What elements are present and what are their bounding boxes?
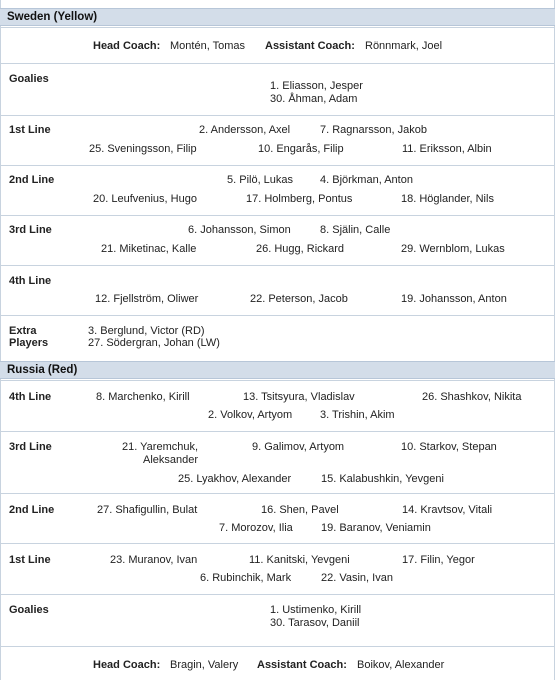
assistant-coach-name: Boikov, Alexander [357,659,445,671]
player-entry: 5. Pilö, Lukas [227,174,294,186]
player-entry: 18. Höglander, Nils [401,193,494,205]
sweden-line1-row [0,115,555,165]
row-label-line2: 2nd Line [9,174,55,186]
player-entry: 22. Vasin, Ivan [321,572,393,584]
player-entry: 29. Wernblom, Lukas [401,243,505,255]
player-entry: 2. Volkov, Artyom [208,409,293,421]
player-entry: 19. Johansson, Anton [401,293,507,305]
russia-line4-row [0,380,555,431]
sweden-line3-row [0,215,555,265]
row-label-goalies: Goalies [9,73,49,85]
player-entry: 7. Morozov, Ilia [219,522,293,534]
player-entry: 26. Hugg, Rickard [256,243,345,255]
row-label-line3: 3rd Line [9,224,52,236]
player-entry: 30. Tarasov, Daniil [270,617,360,629]
player-entry: 9. Galimov, Artyom [252,441,345,453]
player-entry: 25. Sveningsson, Filip [89,143,197,155]
player-entry: 15. Kalabushkin, Yevgeni [321,473,444,485]
player-entry: 21. Yaremchuk, [122,441,199,453]
player-entry: 20. Leufvenius, Hugo [93,193,197,205]
player-entry: 6. Johansson, Simon [188,224,291,236]
player-entry: 2. Andersson, Axel [199,124,291,136]
russia-line2-row [0,493,555,543]
player-entry: 27. Shafigullin, Bulat [97,504,198,516]
team-header-russia [0,361,555,379]
player-entry: 16. Shen, Pavel [261,504,339,516]
assistant-coach-label: Assistant Coach: [265,40,355,52]
player-entry: 8. Själin, Calle [320,224,391,236]
head-coach-label: Head Coach: [93,40,161,52]
player-entry: 17. Holmberg, Pontus [246,193,353,205]
row-label-goalies: Goalies [9,604,49,616]
player-entry: 27. Södergran, Johan (LW) [88,337,220,349]
team-name: Sweden (Yellow) [7,11,98,23]
row-label-line4: 4th Line [9,391,52,403]
player-entry: 7. Ragnarsson, Jakob [320,124,428,136]
player-entry: 12. Fjellström, Oliwer [95,293,199,305]
row-label-line1: 1st Line [9,124,51,136]
sweden-extra-row [0,315,555,361]
player-entry: 4. Björkman, Anton [320,174,413,186]
player-entry: 6. Rubinchik, Mark [200,572,292,584]
player-entry: 10. Engarås, Filip [258,143,344,155]
player-entry: 3. Trishin, Akim [320,409,395,421]
row-label-players: Players [9,337,49,349]
team-header-sweden [0,8,555,26]
player-entry: 19. Baranov, Veniamin [321,522,431,534]
sweden-line4-row [0,265,555,315]
head-coach-name: Montén, Tomas [170,40,246,52]
row-label-line4: 4th Line [9,275,52,287]
assistant-coach-name: Rönnmark, Joel [365,40,443,52]
sweden-line2-row [0,165,555,215]
player-entry: 3. Berglund, Victor (RD) [88,325,205,337]
player-entry: 8. Marchenko, Kirill [96,391,190,403]
player-entry: 30. Åhman, Adam [270,93,358,105]
row-label-line2: 2nd Line [9,504,55,516]
player-entry: 10. Starkov, Stepan [401,441,497,453]
head-coach-label: Head Coach: [93,659,161,671]
player-entry: 21. Miketinac, Kalle [101,243,197,255]
team-name: Russia (Red) [7,364,78,376]
player-entry: 17. Filin, Yegor [402,554,475,566]
assistant-coach-label: Assistant Coach: [257,659,347,671]
player-entry: 14. Kravtsov, Vitali [402,504,493,516]
player-entry: 23. Muranov, Ivan [110,554,198,566]
player-entry-continued: Aleksander [143,454,199,466]
player-entry: 1. Ustimenko, Kirill [270,604,362,616]
row-label-line1: 1st Line [9,554,51,566]
row-label-extra: Extra [9,325,37,337]
row-label-line3: 3rd Line [9,441,52,453]
player-entry: 22. Peterson, Jacob [250,293,348,305]
player-entry: 13. Tsitsyura, Vladislav [243,391,355,403]
player-entry: 11. Eriksson, Albin [402,143,492,155]
player-entry: 26. Shashkov, Nikita [422,391,522,403]
player-entry: 11. Kanitski, Yevgeni [249,554,350,566]
head-coach-name: Bragin, Valery [170,659,239,671]
player-entry: 25. Lyakhov, Alexander [178,473,292,485]
player-entry: 1. Eliasson, Jesper [270,80,363,92]
russia-line1-row [0,543,555,594]
